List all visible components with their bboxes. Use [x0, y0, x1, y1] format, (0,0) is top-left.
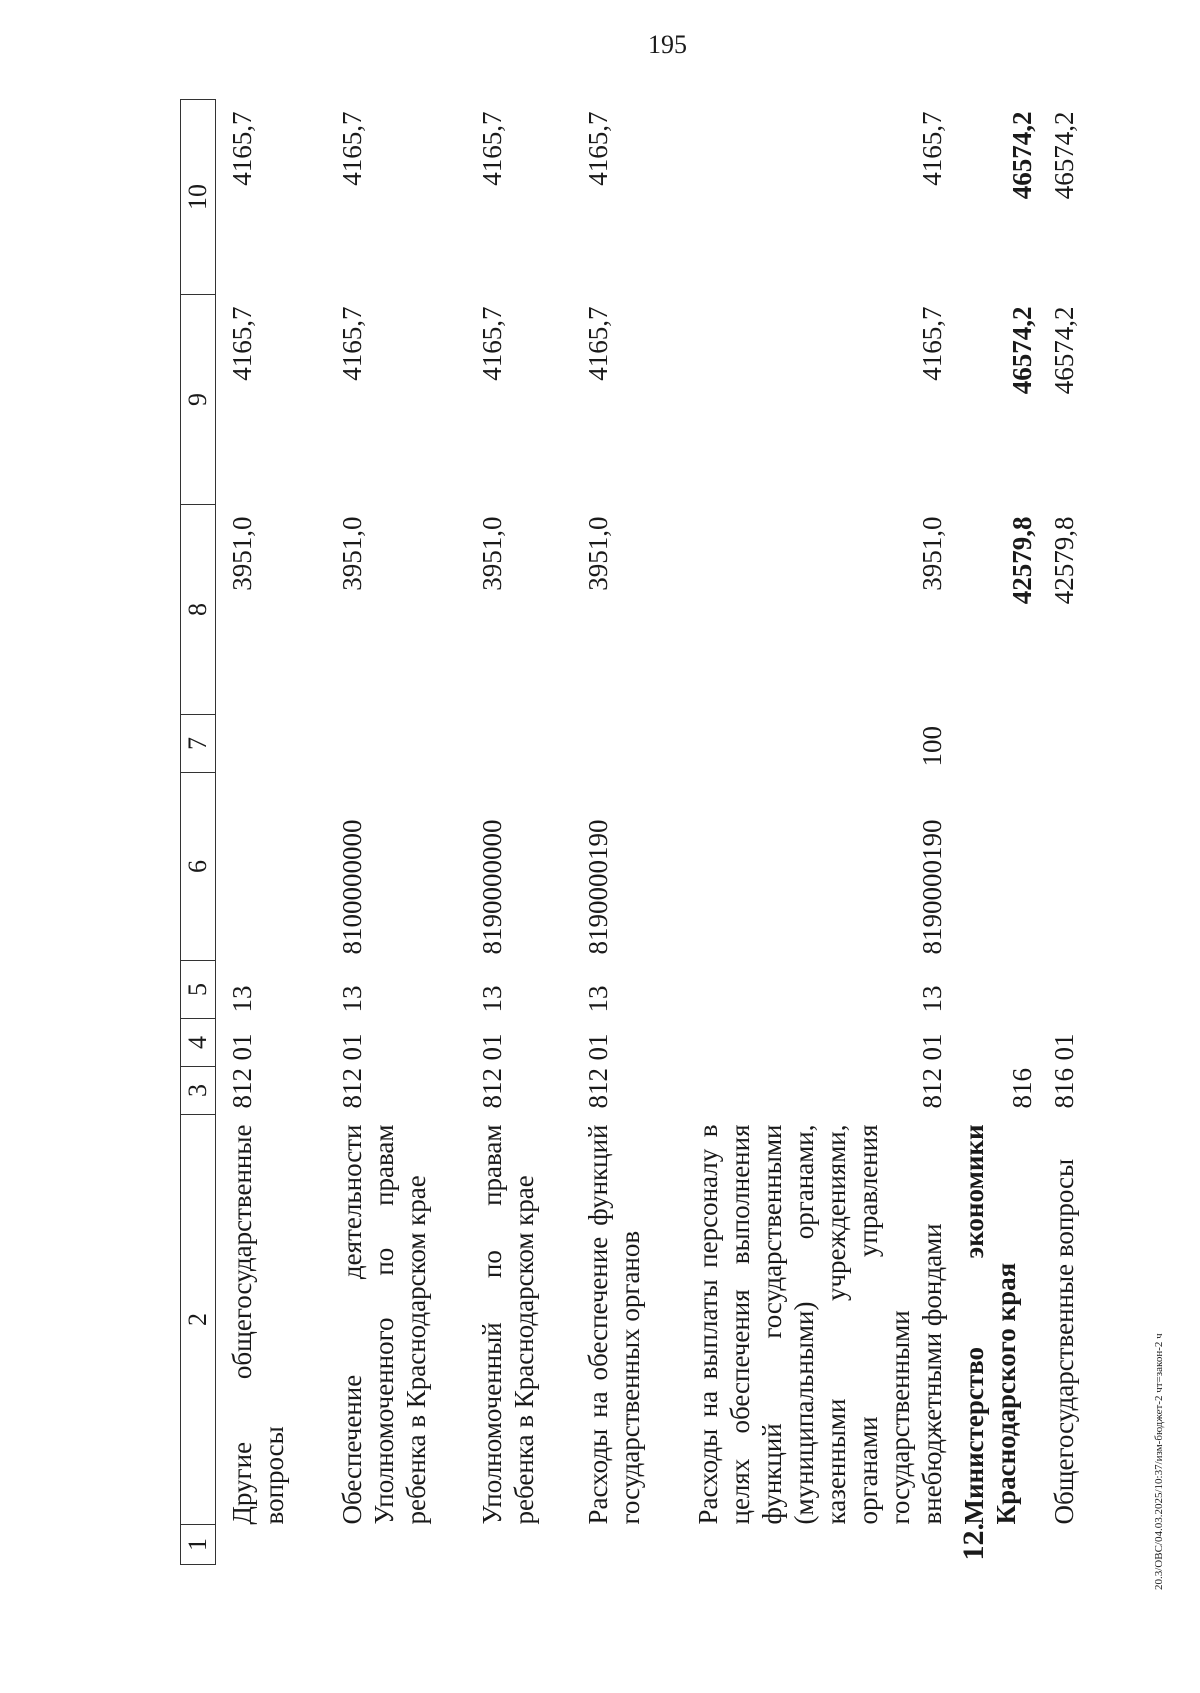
- row-name: Общегосударственные вопросы: [1049, 1158, 1079, 1525]
- cell-amount-col8: 3951,0: [477, 516, 507, 591]
- table-row: [216, 100, 327, 1565]
- cell-section: 01: [1049, 1033, 1079, 1061]
- header-cell: 9: [181, 295, 216, 505]
- cell-amount-col8: 42579,8: [1007, 516, 1037, 605]
- row-number: [466, 1525, 572, 1565]
- header-cell: 1: [181, 1525, 216, 1565]
- row-number: [682, 1525, 948, 1565]
- cell-amount-col8: 3951,0: [917, 516, 947, 591]
- cell-amount-col9: 4165,7: [337, 306, 367, 381]
- header-cell: 3: [181, 1067, 216, 1115]
- table-header-row: [181, 100, 216, 1565]
- cell-subsection: [1038, 961, 1108, 1019]
- cell-ministry-code: 816: [1007, 1068, 1037, 1109]
- cell-amount-col10: 4165,7: [477, 111, 507, 186]
- row-name: Уполномоченный по правам ребенка в Краснодарском крае: [477, 1124, 539, 1525]
- cell-section: 01: [917, 1033, 947, 1061]
- cell-amount-col8: 3951,0: [227, 516, 257, 591]
- row-name: Другие общегосударственные вопросы: [227, 1124, 289, 1525]
- cell-section: 01: [583, 1033, 613, 1061]
- cell-amount-col9: 46574,2: [1049, 306, 1079, 395]
- table-row: [466, 100, 572, 1565]
- budget-table: [180, 99, 1108, 1565]
- row-name: Расходы на выплаты персоналу в целях обеспечения выполнения функций государственными (муниципальными) органами, казенными учреждениями, органами управления государственными внебюджетными фондами: [693, 1124, 947, 1525]
- cell-amount-col8: 42579,8: [1049, 516, 1079, 605]
- cell-subsection: 13: [477, 985, 507, 1013]
- cell-expense-type: [466, 715, 572, 773]
- cell-subsection: 13: [337, 985, 367, 1013]
- cell-section: 01: [227, 1033, 257, 1061]
- cell-amount-col10: 4165,7: [227, 111, 257, 186]
- cell-section: 01: [477, 1033, 507, 1061]
- cell-expense-type: [216, 715, 327, 773]
- cell-expense-type: [326, 715, 466, 773]
- cell-expense-type: [948, 715, 1038, 773]
- cell-target-article: 8190000000: [477, 819, 507, 955]
- document-footer-code: 20.3/ОВС/04.03.2025/10:37/изм-бюджет-2 чт=закон-2 ч: [1153, 1333, 1165, 1590]
- table-row: [572, 100, 682, 1565]
- header-cell: 7: [181, 715, 216, 773]
- cell-expense-type: [1038, 715, 1108, 773]
- cell-amount-col10: 46574,2: [1049, 111, 1079, 200]
- cell-amount-col9: 4165,7: [227, 306, 257, 381]
- cell-target-article: 8100000000: [337, 819, 367, 955]
- cell-amount-col9: 4165,7: [477, 306, 507, 381]
- page-number: 195: [648, 30, 687, 59]
- cell-expense-type: [572, 715, 682, 773]
- row-number: [1038, 1525, 1108, 1565]
- cell-amount-col10: 4165,7: [583, 111, 613, 186]
- header-cell: 8: [181, 505, 216, 715]
- row-name: Министерство экономики Краснодарского края: [959, 1124, 1021, 1525]
- row-name: Расходы на обеспечение функций государственных органов: [583, 1124, 645, 1525]
- cell-target-article: 8190000190: [583, 819, 613, 955]
- cell-expense-type: 100: [917, 726, 947, 767]
- cell-ministry-code: 812: [227, 1068, 257, 1109]
- budget-table-sheet: [180, 100, 1079, 1565]
- cell-ministry-code: 816: [1049, 1068, 1079, 1109]
- cell-amount-col10: 4165,7: [337, 111, 367, 186]
- cell-amount-col9: 46574,2: [1007, 306, 1037, 395]
- cell-target-article: [948, 773, 1038, 961]
- cell-amount-col9: 4165,7: [917, 306, 947, 381]
- cell-ministry-code: 812: [337, 1068, 367, 1109]
- cell-ministry-code: 812: [477, 1068, 507, 1109]
- cell-target-article: 8190000190: [917, 819, 947, 955]
- table-row: [1038, 100, 1108, 1565]
- table-row-section-total: [948, 100, 1038, 1565]
- cell-section: [948, 1019, 1038, 1067]
- cell-subsection: 13: [917, 985, 947, 1013]
- cell-target-article: [1038, 773, 1108, 961]
- row-name: Обеспечение деятельности Уполномоченного по правам ребенка в Краснодарском крае: [337, 1124, 431, 1525]
- cell-subsection: [948, 961, 1038, 1019]
- table-row: [682, 100, 948, 1565]
- cell-subsection: 13: [583, 985, 613, 1013]
- header-cell: 6: [181, 773, 216, 961]
- row-number: [572, 1525, 682, 1565]
- cell-amount-col10: 46574,2: [1007, 111, 1037, 200]
- cell-amount-col10: 4165,7: [917, 111, 947, 186]
- cell-subsection: 13: [227, 985, 257, 1013]
- cell-amount-col9: 4165,7: [583, 306, 613, 381]
- header-cell: 10: [181, 100, 216, 295]
- cell-section: 01: [337, 1033, 367, 1061]
- header-cell: 2: [181, 1115, 216, 1525]
- row-number: [326, 1525, 466, 1565]
- cell-amount-col8: 3951,0: [337, 516, 367, 591]
- table-row: [326, 100, 466, 1565]
- cell-ministry-code: 812: [583, 1068, 613, 1109]
- cell-ministry-code: 812: [917, 1068, 947, 1109]
- cell-target-article: [216, 773, 327, 961]
- row-number: [216, 1525, 327, 1565]
- cell-amount-col8: 3951,0: [583, 516, 613, 591]
- header-cell: 5: [181, 961, 216, 1019]
- header-cell: 4: [181, 1019, 216, 1067]
- row-number: 12.: [957, 1523, 990, 1561]
